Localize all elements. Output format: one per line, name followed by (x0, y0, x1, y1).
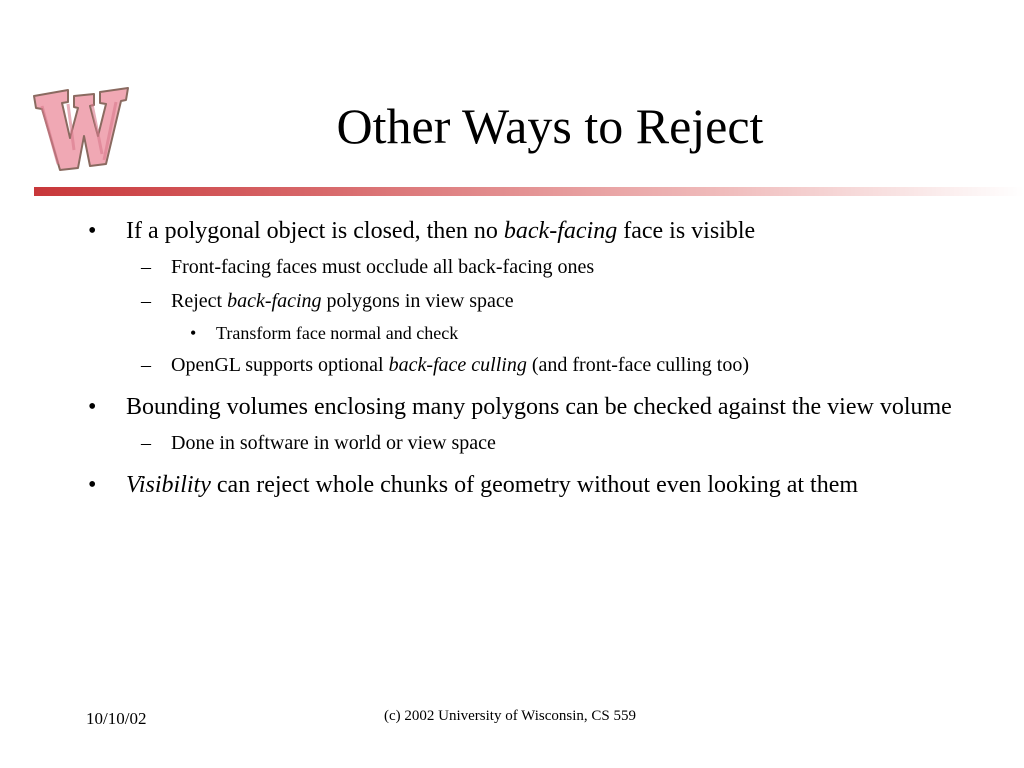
list-item-text: Transform face normal and check (216, 323, 459, 343)
list-item (141, 252, 954, 282)
dash-marker: – (141, 256, 151, 278)
list-item (190, 320, 954, 346)
slide-title: Other Ways to Reject (336, 98, 764, 154)
list-item-text: face is visible (617, 218, 756, 244)
emphasis-text: back-facing (503, 218, 618, 244)
footer-copyright: (c) 2002 University of Wisconsin, CS 559 (383, 708, 637, 724)
wisconsin-w-logo-icon (28, 76, 132, 176)
list-item-text: (and front-face culling too) (526, 354, 749, 376)
bullet-list (0, 210, 1024, 502)
footer-date: 10/10/02 (86, 709, 147, 728)
list-item (88, 464, 954, 502)
list-item-text: Bounding volumes enclosing many polygons can be checked against the view volume (126, 394, 952, 420)
list-item-text: Reject (171, 290, 228, 312)
bullet-marker: • (88, 472, 97, 498)
bullet-marker: • (88, 218, 97, 244)
list-item (141, 286, 954, 316)
dash-marker: – (141, 290, 151, 312)
list-item (88, 386, 954, 424)
list-item-text: Front-facing faces must occlude all back-facing ones (171, 256, 595, 278)
list-item (141, 350, 954, 380)
list-item-text: polygons in view space (321, 290, 514, 312)
list-item-text: can reject whole chunks of geometry without even looking at them (210, 472, 859, 498)
list-item-text: If a polygonal object is closed, then no (126, 218, 504, 244)
list-item (141, 428, 954, 458)
w-logo-graphic (28, 76, 132, 176)
emphasis-text: back-facing (227, 290, 322, 312)
title-divider (34, 187, 1024, 196)
emphasis-text: Visibility (126, 472, 211, 498)
list-item (88, 210, 954, 248)
list-item-text: OpenGL supports optional (171, 354, 389, 376)
bullet-marker: • (190, 323, 197, 343)
dash-marker: – (141, 432, 151, 454)
dash-marker: – (141, 354, 151, 376)
emphasis-text: back-face culling (388, 354, 527, 376)
bullet-marker: • (88, 394, 97, 420)
list-item-text: Done in software in world or view space (171, 432, 496, 454)
